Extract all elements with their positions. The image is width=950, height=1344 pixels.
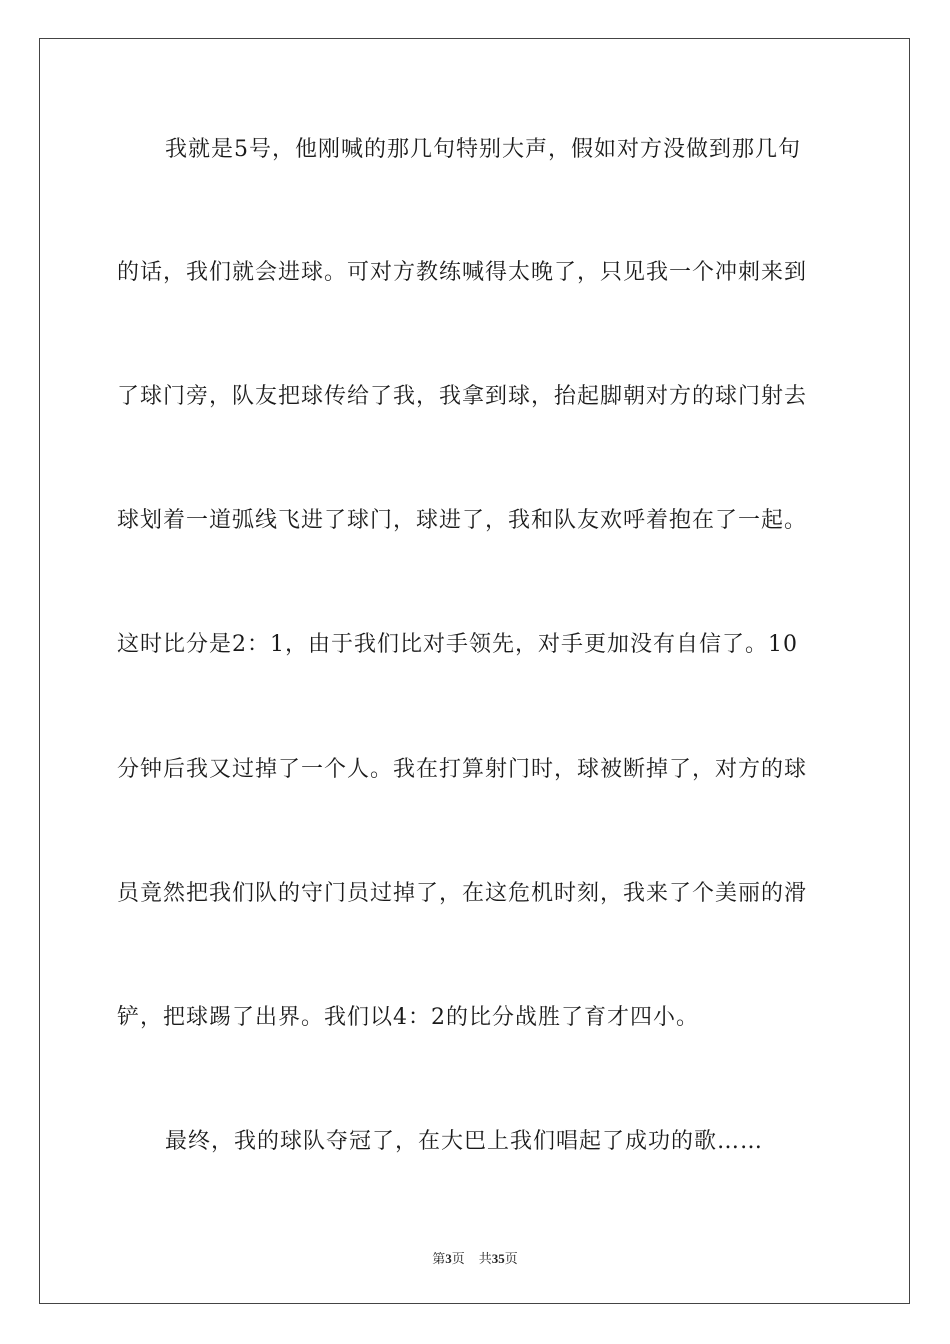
text-line-7: 员竟然把我们队的守门员过掉了，在这危机时刻，我来了个美丽的滑: [117, 881, 808, 906]
footer-page-prefix: 第: [432, 1252, 446, 1267]
text-line-1: 我就是5号，他刚喊的那几句特别大声，假如对方没做到那几句: [165, 137, 801, 162]
footer-total-prefix: 共: [478, 1252, 492, 1267]
page-border: [39, 38, 910, 1304]
text-line-9: 最终，我的球队夺冠了，在大巴上我们唱起了成功的歌……: [165, 1129, 764, 1154]
text-line-5: 这时比分是2：1，由于我们比对手领先，对手更加没有自信了。10: [117, 632, 798, 657]
footer-total-pages: 35: [491, 1251, 505, 1266]
text-line-3: 了球门旁，队友把球传给了我，我拿到球，抬起脚朝对方的球门射去: [117, 384, 808, 409]
footer-page-number: 3: [445, 1251, 452, 1266]
text-line-2: 的话，我们就会进球。可对方教练喊得太晚了，只见我一个冲刺来到: [117, 260, 808, 285]
text-line-6: 分钟后我又过掉了一个人。我在打算射门时，球被断掉了，对方的球: [117, 757, 808, 782]
text-line-8: 铲，把球踢了出界。我们以4：2的比分战胜了育才四小。: [117, 1005, 699, 1030]
text-line-4: 球划着一道弧线飞进了球门，球进了，我和队友欢呼着抱在了一起。: [117, 508, 808, 533]
footer-page-suffix: 页: [451, 1252, 465, 1267]
page-footer: [0, 1248, 950, 1267]
footer-total-suffix: 页: [504, 1252, 518, 1267]
